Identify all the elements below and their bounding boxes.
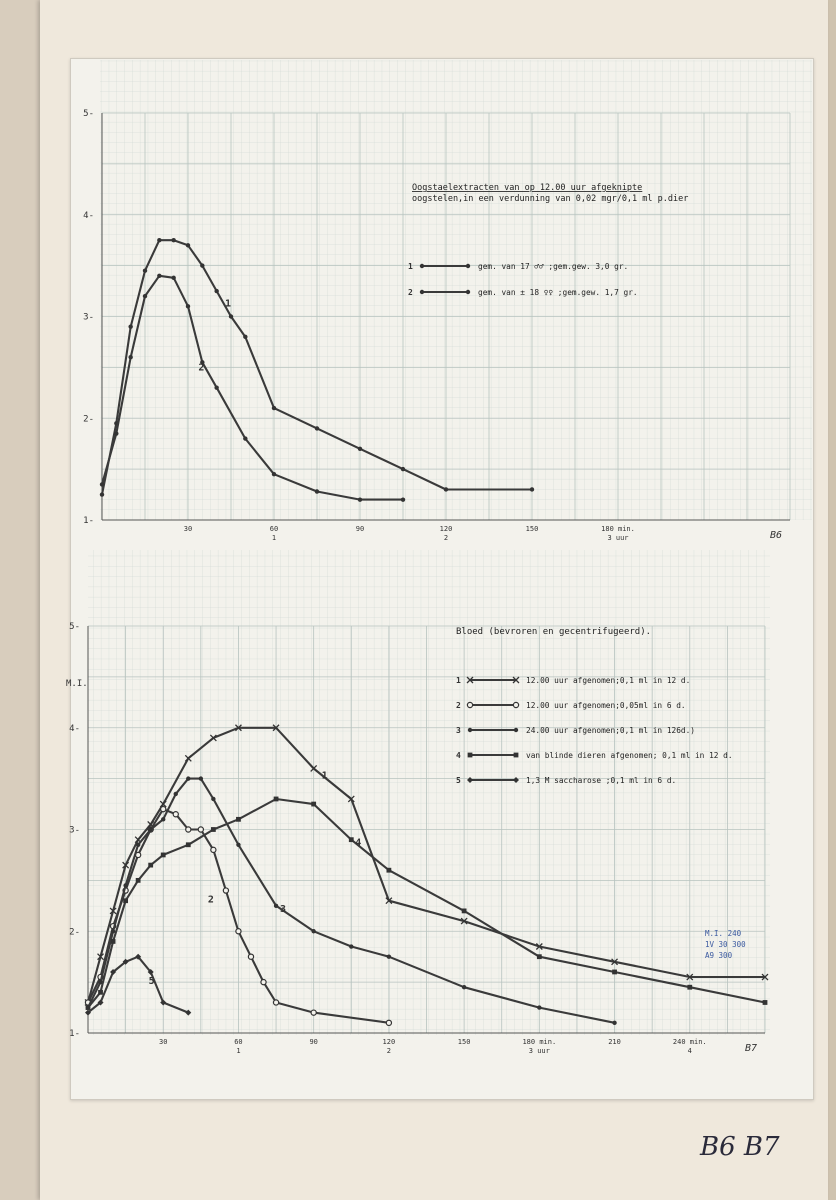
x-hour-label: 1	[271, 534, 277, 542]
y-tick-label: 3-	[83, 312, 94, 323]
data-point	[123, 883, 127, 887]
y-axis-label: M.I.	[66, 679, 88, 689]
series-number-label: 4	[355, 837, 362, 849]
y-tick-label: 5-	[69, 622, 80, 632]
data-point	[537, 954, 542, 959]
x-hour-label: 3 uur	[528, 1047, 550, 1055]
legend-marker	[466, 290, 470, 294]
legend-label: 12.00 uur afgenomen;0,05ml in 6 d.	[526, 701, 686, 710]
series-number-label: 3	[280, 903, 287, 915]
legend-marker	[420, 290, 424, 294]
y-tick-label: 1-	[69, 1029, 80, 1039]
data-point	[229, 314, 233, 318]
legend-number: 2	[408, 288, 413, 297]
x-tick-label: 120	[439, 525, 453, 533]
series-number-label: 2	[198, 362, 205, 374]
data-point	[136, 878, 141, 883]
corner-label: B6	[770, 530, 783, 541]
legend-marker	[466, 264, 470, 268]
y-tick-label: 2-	[83, 414, 94, 425]
chart-title: Bloed (bevroren en gecentrifugeerd).	[456, 627, 652, 637]
corner-label: B7	[745, 1043, 758, 1054]
data-point	[186, 827, 191, 832]
data-point	[236, 817, 241, 822]
handwritten-page-label: B6 B7	[700, 1132, 780, 1162]
inset-note: A9 300	[705, 951, 733, 960]
x-hour-label: 3 uur	[607, 534, 629, 542]
data-point	[186, 304, 190, 308]
data-point	[261, 980, 266, 985]
data-point	[171, 276, 175, 280]
data-point	[462, 909, 467, 914]
data-point	[128, 355, 132, 359]
y-tick-label: 1-	[83, 516, 94, 526]
y-tick-label: 2-	[69, 927, 80, 938]
data-point	[114, 431, 118, 435]
x-hour-label: 2	[443, 534, 449, 542]
data-point	[349, 837, 354, 842]
data-point	[243, 436, 247, 440]
data-point	[161, 807, 166, 812]
data-point	[274, 904, 278, 908]
series-number-label: 1	[321, 770, 328, 782]
data-point	[444, 487, 448, 491]
data-point	[214, 386, 218, 390]
data-point	[272, 406, 276, 410]
data-point	[136, 843, 140, 847]
data-point	[243, 335, 247, 339]
data-point	[248, 954, 253, 959]
legend-label: gem. van ± 18 ♀♀ ;gem.gew. 1,7 gr.	[478, 288, 638, 297]
data-point	[173, 812, 178, 817]
y-tick-label: 4-	[83, 210, 94, 221]
data-point	[148, 827, 152, 831]
legend-label: 24.00 uur afgenomen;0,1 ml in 126d.)	[526, 726, 695, 735]
data-point	[763, 1000, 768, 1005]
data-point	[111, 929, 115, 933]
data-point	[236, 929, 241, 934]
x-tick-label: 120	[382, 1038, 396, 1046]
legend-number: 2	[456, 701, 461, 710]
legend-marker	[514, 753, 519, 758]
chart-title-line2: oogstelen,in een verdunning van 0,02 mgr/0,1 ml p.dier	[412, 194, 689, 204]
legend-number: 1	[408, 262, 413, 271]
x-tick-label: 180 min.	[601, 525, 635, 533]
series-number-label: 5	[148, 975, 155, 987]
data-point	[200, 263, 204, 267]
data-point	[315, 489, 319, 493]
x-tick-label: 60	[234, 1038, 243, 1046]
data-point	[387, 954, 391, 958]
data-point	[100, 492, 104, 496]
series-number-label: 2	[207, 894, 214, 906]
data-point	[86, 1005, 91, 1010]
data-point	[98, 990, 103, 995]
data-point	[171, 238, 175, 242]
x-tick-label: 210	[608, 1038, 621, 1046]
y-tick-label: 4-	[69, 723, 80, 734]
chart-title-line1: Oogstaelextracten van op 12.00 uur afgeknipte	[412, 183, 643, 193]
inset-note: 1V 30 300	[705, 940, 746, 949]
data-point	[214, 289, 218, 293]
data-point	[199, 776, 203, 780]
series-number-label: 1	[225, 298, 232, 310]
grid-area-top	[100, 60, 812, 520]
x-hour-label: 2	[386, 1047, 391, 1055]
data-point	[401, 497, 405, 501]
data-point	[612, 1021, 616, 1025]
data-point	[358, 497, 362, 501]
legend-label: gem. van 17 ♂♂ ;gem.gew. 3,0 gr.	[478, 262, 629, 271]
data-point	[272, 472, 276, 476]
legend-number: 1	[456, 676, 461, 685]
y-tick-label: 3-	[69, 825, 80, 836]
x-tick-label: 60	[269, 525, 279, 533]
legend-label: 1,3 M saccharose ;0,1 ml in 6 d.	[526, 776, 677, 785]
data-point	[386, 1020, 391, 1025]
data-point	[161, 817, 165, 821]
data-point	[530, 487, 534, 491]
x-tick-label: 90	[355, 525, 365, 533]
legend-marker	[514, 728, 518, 732]
legend-number: 3	[456, 726, 461, 735]
legend-marker	[468, 728, 472, 732]
x-tick-label: 90	[309, 1038, 318, 1046]
data-point	[537, 1005, 541, 1009]
data-point	[211, 797, 215, 801]
data-point	[186, 842, 191, 847]
legend-marker	[513, 702, 518, 707]
data-point	[211, 827, 216, 832]
data-point	[186, 776, 190, 780]
data-point	[311, 802, 316, 807]
data-point	[211, 847, 216, 852]
data-point	[386, 868, 391, 873]
data-point	[198, 827, 203, 832]
legend-label: van blinde dieren afgenomen; 0,1 ml in 12 d.	[526, 751, 733, 760]
legend-number: 5	[456, 776, 461, 785]
x-tick-label: 240 min.	[672, 1038, 707, 1046]
inset-note: M.I. 240	[705, 929, 742, 938]
data-point	[401, 467, 405, 471]
data-point	[687, 985, 692, 990]
data-point	[123, 898, 128, 903]
grid-area-bottom	[88, 550, 770, 1035]
chart-oogsteel-extracten	[83, 60, 812, 542]
x-tick-label: 30	[183, 525, 193, 533]
data-point	[315, 426, 319, 430]
data-point	[143, 269, 147, 273]
data-point	[358, 447, 362, 451]
data-point	[174, 792, 178, 796]
x-tick-label: 150	[457, 1038, 471, 1046]
y-tick-label: 5-	[83, 109, 94, 119]
legend-number: 4	[456, 751, 461, 760]
x-hour-label: 1	[236, 1047, 241, 1055]
data-point	[111, 939, 116, 944]
data-point	[612, 970, 617, 975]
x-tick-label: 150	[525, 525, 539, 533]
data-point	[128, 324, 132, 328]
data-point	[157, 274, 161, 278]
data-point	[148, 863, 153, 868]
data-point	[100, 482, 104, 486]
legend-marker	[468, 753, 473, 758]
data-point	[143, 294, 147, 298]
data-point	[273, 1000, 278, 1005]
x-tick-label: 180 min.	[522, 1038, 557, 1046]
legend-marker	[420, 264, 424, 268]
data-point	[462, 985, 466, 989]
legend-marker	[467, 702, 472, 707]
chart-bloed	[66, 550, 770, 1055]
data-point	[311, 929, 315, 933]
legend-label: 12.00 uur afgenomen;0,1 ml in 12 d.	[526, 676, 691, 685]
data-point	[311, 1010, 316, 1015]
data-point	[236, 843, 240, 847]
data-point	[223, 888, 228, 893]
x-hour-label: 4	[687, 1047, 692, 1055]
x-tick-label: 30	[159, 1038, 168, 1046]
data-point	[161, 853, 166, 858]
data-point	[274, 797, 279, 802]
data-point	[349, 944, 353, 948]
data-point	[186, 243, 190, 247]
data-point	[157, 238, 161, 242]
